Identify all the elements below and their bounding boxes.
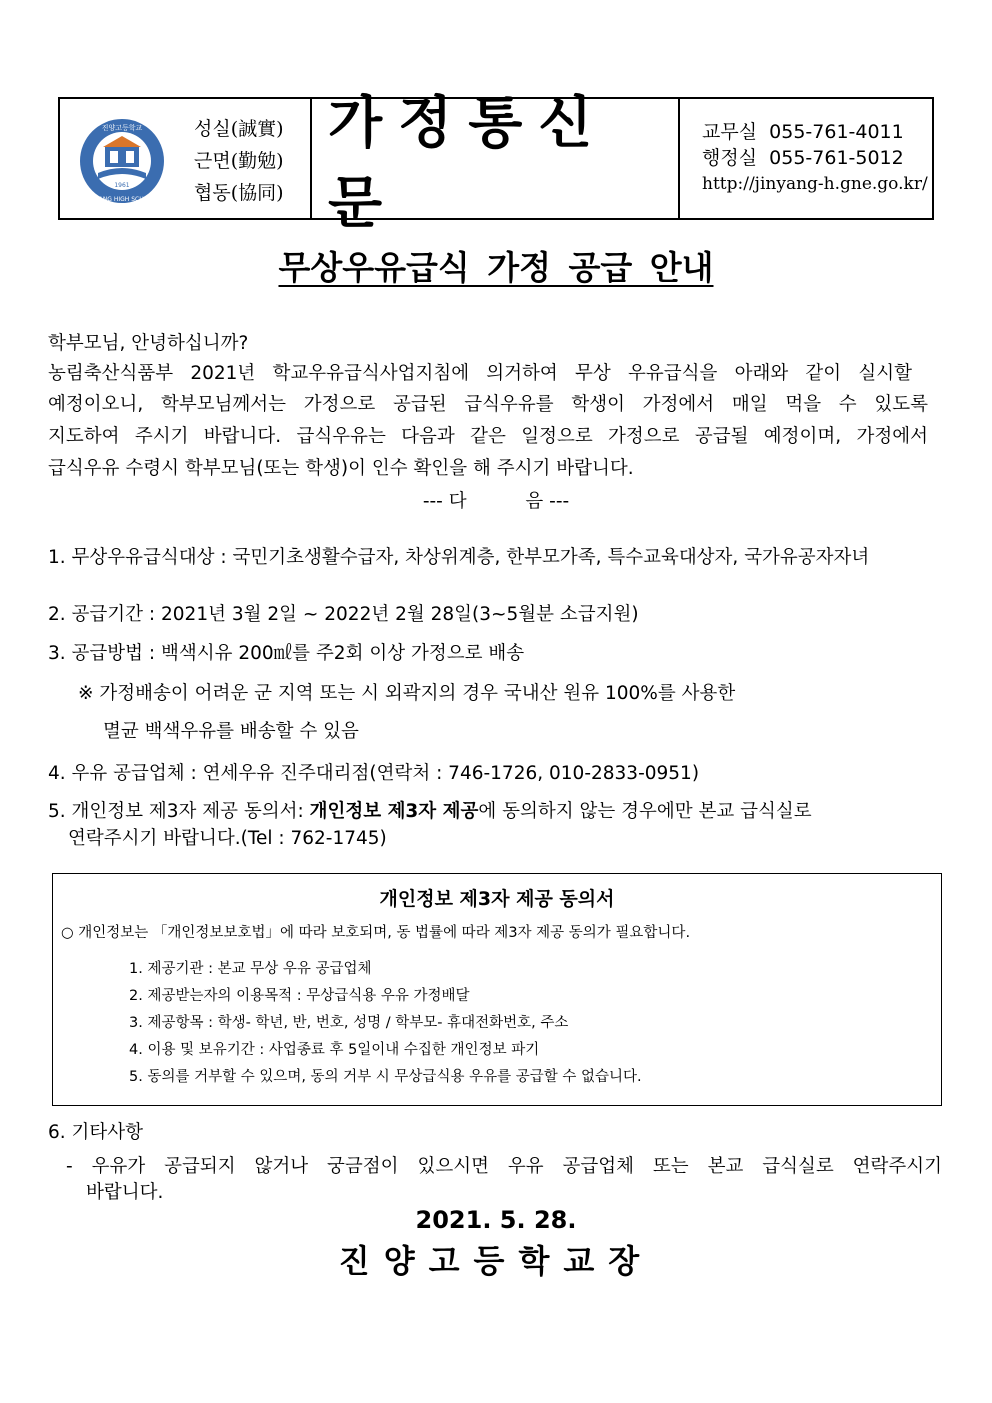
item-3-method: 3. 공급방법 : 백색시유 200㎖를 주2회 이상 가정으로 배송 bbox=[48, 643, 525, 664]
notice-heading-wrap bbox=[0, 242, 992, 289]
consent-item: 5. 동의를 거부할 수 있으며, 동의 거부 시 무상급식용 우유를 공급할 수 없습니다. bbox=[129, 1069, 642, 1085]
issue-date: 2021. 5. 28. bbox=[415, 1206, 577, 1234]
principal-signature: 진양고등학교장 bbox=[338, 1242, 654, 1280]
consent-title: 개인정보 제3자 제공 동의서 bbox=[379, 888, 615, 910]
newsletter-title: 가정통신문 bbox=[328, 90, 609, 236]
school-emblem-icon bbox=[78, 117, 166, 205]
item-5-line-2: 연락주시기 바랍니다.(Tel : 762-1745) bbox=[68, 828, 387, 849]
item-5-bold: 개인정보 제3자 제공 bbox=[309, 801, 479, 822]
item-5-suffix: 에 동의하지 않는 경우에만 본교 급식실로 bbox=[478, 801, 812, 822]
motto-sincerity: 성실(誠實) bbox=[194, 118, 284, 140]
emblem-year: 1961 bbox=[114, 182, 130, 189]
consent-item: 4. 이용 및 보유기간 : 사업종료 후 5일이내 수집한 개인정보 파기 bbox=[129, 1042, 540, 1058]
item-4-supplier: 4. 우유 공급업체 : 연세우유 진주대리점(연락처 : 746-1726, 010-2833-0951) bbox=[48, 763, 700, 784]
item-2-period: 2. 공급기간 : 2021년 3월 2일 ~ 2022년 2월 28일(3~5월분 소급지원) bbox=[48, 604, 639, 625]
consent-item: 1. 제공기관 : 본교 무상 우유 공급업체 bbox=[129, 961, 372, 977]
item-6-misc: 6. 기타사항 bbox=[48, 1122, 144, 1143]
intro-line-1: 농림축산식품부 2021년 학교우유급식사업지침에 의거하여 무상 우유급식을 아래와 같이 실시할 bbox=[48, 363, 912, 384]
letterhead bbox=[58, 90, 934, 236]
emblem-bottom-text: JINYANG HIGH SCHOOL bbox=[87, 196, 157, 203]
item-3-note-2: 멸균 백색우유를 배송할 수 있음 bbox=[103, 721, 359, 742]
motto-cooperation: 협동(協同) bbox=[194, 182, 284, 204]
emblem-top-text: 진양고등학교 bbox=[101, 124, 143, 132]
motto-diligence: 근면(勤勉) bbox=[194, 150, 284, 172]
admin-office-phone: 행정실 055-761-5012 bbox=[702, 147, 904, 169]
consent-form-box bbox=[52, 873, 942, 1106]
consent-intro: ○ 개인정보는 「개인정보보호법」에 따라 보호되며, 동 법률에 따라 제3자 제공 동의가 필요합니다. bbox=[61, 925, 691, 941]
greeting: 학부모님, 안녕하십니까? bbox=[48, 333, 249, 354]
separator: --- 다 음 --- bbox=[422, 491, 570, 512]
letterhead-left bbox=[60, 99, 312, 218]
consent-item-list bbox=[129, 956, 642, 1091]
school-mottos bbox=[194, 113, 284, 209]
school-url[interactable]: http://jinyang-h.gne.go.kr/ bbox=[702, 174, 928, 194]
item-6-line-1: - 우유가 공급되지 않거나 궁금점이 있으시면 우유 공급업체 또는 본교 급식실로 연락주시기 bbox=[66, 1156, 942, 1177]
consent-item: 3. 제공항목 : 학생- 학년, 반, 번호, 성명 / 학부모- 휴대전화번호, 주소 bbox=[129, 1015, 569, 1031]
letterhead-title-cell bbox=[312, 90, 680, 236]
item-5-consent bbox=[48, 799, 812, 825]
contact-info bbox=[680, 99, 932, 218]
item-1-target: 1. 무상우유급식대상 : 국민기초생활수급자, 차상위계층, 한부모가족, 특수교육대상자, 국가유공자자녀 bbox=[48, 547, 870, 568]
consent-item: 2. 제공받는자의 이용목적 : 무상급식용 우유 가정배달 bbox=[129, 988, 470, 1004]
intro-line-3: 지도하여 주시기 바랍니다. 급식우유는 다음과 같은 일정으로 가정으로 공급될 예정이며, 가정에서 bbox=[48, 426, 928, 447]
notice-heading: 무상우유급식 가정 공급 안내 bbox=[278, 248, 714, 287]
item-3-note-1: ※ 가정배송이 어려운 군 지역 또는 시 외곽지의 경우 국내산 원유 100%를 사용한 bbox=[78, 683, 736, 704]
intro-line-4: 급식우유 수령시 학부모님(또는 학생)이 인수 확인을 해 주시기 바랍니다. bbox=[48, 458, 634, 479]
academic-office-phone: 교무실 055-761-4011 bbox=[702, 121, 904, 143]
intro-line-2: 예정이오니, 학부모님께서는 가정으로 공급된 급식우유를 학생이 가정에서 매일 먹을 수 있도록 bbox=[48, 394, 928, 415]
item-5-prefix: 5. 개인정보 제3자 제공 동의서: bbox=[48, 801, 310, 822]
item-6-line-2: 바랍니다. bbox=[86, 1182, 164, 1203]
